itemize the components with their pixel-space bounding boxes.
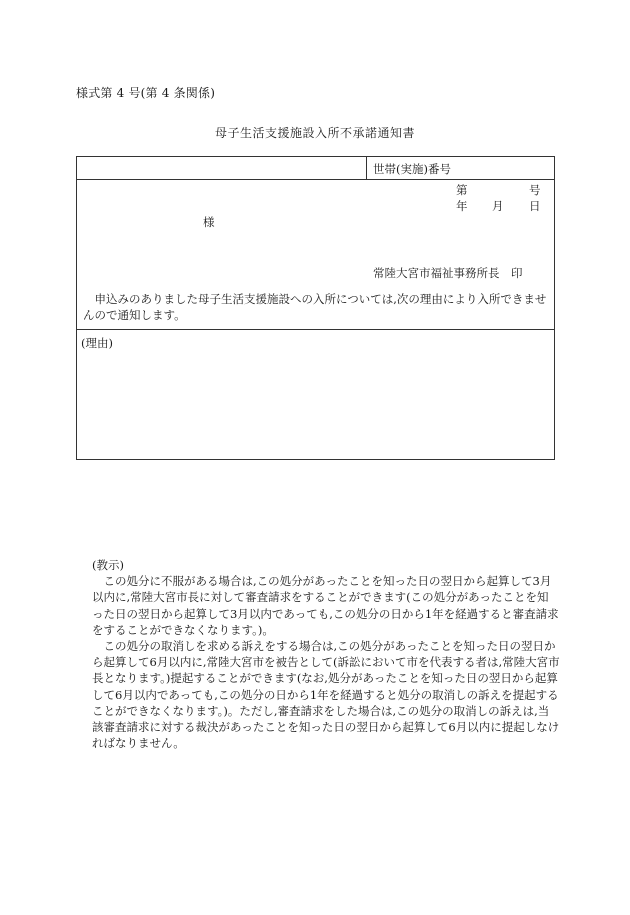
addressee-suffix: 様 — [203, 215, 215, 229]
header-divider — [366, 157, 367, 179]
date-year-label: 年 — [456, 199, 468, 213]
date-month-label: 月 — [492, 199, 504, 213]
household-number-label: 世帯(実施)番号 — [373, 162, 451, 176]
instruction-paragraph-appeal: この処分に不服がある場合は,この処分があったことを知った日の翌日から起算して3月以内に,常陸大宮市長に対して審査請求をすることができます(この処分があったことを知った日の翌日から起算して3月以内であっても,この処分の日から1年を経過すると審査請求をすることができなくなります。)。 — [92, 574, 559, 637]
reason-label: (理由) — [81, 336, 113, 350]
header-row — [77, 157, 554, 180]
notice-form-box — [76, 156, 555, 460]
notice-text: 申込みのありました母子生活支援施設への入所については,次の理由により入所できませんので通知します。 — [83, 292, 547, 322]
document-title: 母子生活支援施設入所不承諾通知書 — [214, 126, 415, 140]
date-day-label: 日 — [529, 199, 541, 213]
doc-number-suffix: 号 — [529, 183, 541, 197]
notice-body — [77, 179, 554, 330]
form-number: 様式第 4 号(第 4 条関係) — [76, 86, 216, 100]
doc-number-prefix: 第 — [456, 183, 468, 197]
instruction-title: (教示) — [92, 558, 124, 572]
instruction-section — [92, 557, 560, 751]
sender-name: 常陸大宮市福祉事務所長 印 — [373, 266, 523, 280]
instruction-paragraph-lawsuit: この処分の取消しを求める訴えをする場合は,この処分があったことを知った日の翌日から起算して6月以内に,常陸大宮市を被告として(訴訟において市を代表する者は,常陸大宮市長となります。)提起することができます(なお,処分があったことを知った日の翌日から起算して6月以内であっても,この処分の日から1年を経過すると処分の取消しの訴えを提起することができなくなります。)。ただし,審査請求をした場合は,この処分の取消しの訴えは,当該審査請求に対する裁決があったことを知った日の翌日から起算して6月以内に提起しなければなりません。 — [92, 639, 560, 751]
